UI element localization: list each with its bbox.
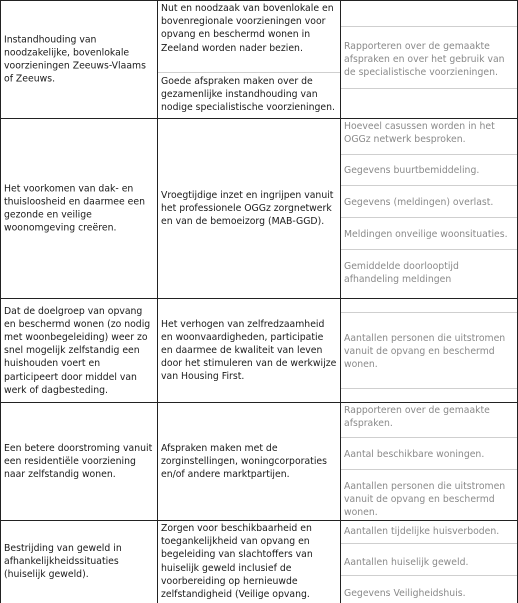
action-cell bbox=[158, 521, 341, 603]
action-cell bbox=[158, 1, 341, 118]
action-cell bbox=[158, 299, 341, 402]
goal-text: Een betere doorstroming vanuit een residentiële voorziening naar zelfstandig wonen. bbox=[4, 442, 153, 481]
table-row bbox=[1, 118, 518, 298]
row-divider bbox=[158, 72, 340, 73]
indicator-text: Rapporteren over de gemaakte afspraken en over het gebruik van de specialistische voorzieningen. bbox=[344, 41, 505, 79]
table-row bbox=[1, 402, 518, 520]
row-divider bbox=[341, 543, 517, 544]
action-cell bbox=[158, 403, 341, 520]
row-divider bbox=[341, 437, 517, 438]
indicator-text: Aantallen huiselijk geweld. bbox=[344, 557, 469, 568]
indicator-cell bbox=[341, 299, 518, 402]
indicator-text: Aantallen personen die uitstromen vanuit de opvang en beschermd wonen. bbox=[344, 481, 506, 519]
row-divider bbox=[341, 388, 517, 389]
indicator-cell bbox=[341, 403, 518, 520]
action-text: Goede afspraken maken over de gezamenlijke instandhouding van nodige specialistische voorzieningen. bbox=[161, 76, 335, 114]
indicator-text: Gegevens (meldingen) overlast. bbox=[344, 197, 494, 208]
goal-cell bbox=[1, 1, 158, 118]
goal-cell bbox=[1, 299, 158, 402]
indicator-text: Rapporteren over de gemaakte afspraken. bbox=[344, 405, 490, 430]
goal-text: Instandhouding van noodzakelijke, bovenlokale voorzieningen Zeeuws-Vlaams of Zeeuws. bbox=[4, 34, 146, 85]
row-divider bbox=[341, 575, 517, 576]
goal-cell bbox=[1, 403, 158, 520]
indicator-cell bbox=[341, 119, 518, 298]
action-text: Vroegtijdige inzet en ingrijpen vanuit het professionele OGGz zorgnetwerk en van de bemoeizorg (MAB-GGD). bbox=[161, 189, 334, 228]
indicator-text: Aantal beschikbare woningen. bbox=[344, 449, 485, 460]
goal-text: Bestrijding van geweld in afhankelijkheidssituaties (huiselijk geweld). bbox=[4, 543, 122, 581]
goal-text: Dat de doelgroep van opvang en beschermd wonen (zo nodig met woonbegeleiding) weer zo snel mogelijk zelfstandig een huishouden voert en participeert door middel van werk of dagbesteding. bbox=[4, 305, 151, 396]
goal-cell bbox=[1, 521, 158, 603]
indicator-cell bbox=[341, 521, 518, 603]
indicator-text: Hoeveel casussen worden in het OGGz netwerk besproken. bbox=[344, 121, 495, 146]
row-divider bbox=[341, 217, 517, 218]
table-row bbox=[1, 0, 518, 118]
indicator-cell bbox=[341, 1, 518, 118]
table-row bbox=[1, 298, 518, 402]
indicator-text: Gegevens buurtbemiddeling. bbox=[344, 165, 480, 176]
row-divider bbox=[341, 312, 517, 313]
indicator-text: Gemiddelde doorlooptijd afhandeling meldingen bbox=[344, 261, 459, 286]
goal-text: Het voorkomen van dak- en thuisloosheid en daarmee een gezonde en veilige woonomgeving creëren. bbox=[4, 183, 146, 234]
row-divider bbox=[341, 469, 517, 470]
row-divider bbox=[341, 249, 517, 250]
table-row bbox=[1, 520, 518, 603]
action-text: Het verhogen van zelfredzaamheid en woonvaardigheden, participatie en daarmee de kwaliteit van leven door het stimuleren van de werkwijze van Housing First. bbox=[161, 318, 337, 383]
row-divider bbox=[341, 154, 517, 155]
row-divider bbox=[341, 26, 517, 27]
action-text: Zorgen voor beschikbaarheid en toegankelijkheid van opvang en begeleiding van slachtoffers van huiselijk geweld inclusief de voorbereiding op hernieuwde zelfstandigheid (Veilige opvang. bbox=[161, 523, 313, 601]
indicator-text: Meldingen onveilige woonsituaties. bbox=[344, 229, 508, 240]
goal-cell bbox=[1, 119, 158, 298]
action-text: Nut en noodzaak van bovenlokale en bovenregionale voorzieningen voor opvang en beschermd wonen in Zeeland worden nader bezien. bbox=[161, 3, 334, 54]
indicator-text: Aantallen tijdelijke huisverboden. bbox=[344, 526, 500, 537]
row-divider bbox=[341, 88, 517, 89]
indicator-text: Aantallen personen die uitstromen vanuit de opvang en beschermd wonen. bbox=[344, 333, 506, 371]
indicator-text: Gegevens Veiligheidshuis. bbox=[344, 588, 466, 599]
row-divider bbox=[341, 185, 517, 186]
action-cell bbox=[158, 119, 341, 298]
action-text: Afspraken maken met de zorginstellingen, woningcorporaties en/of andere marktpartijen. bbox=[161, 442, 327, 481]
